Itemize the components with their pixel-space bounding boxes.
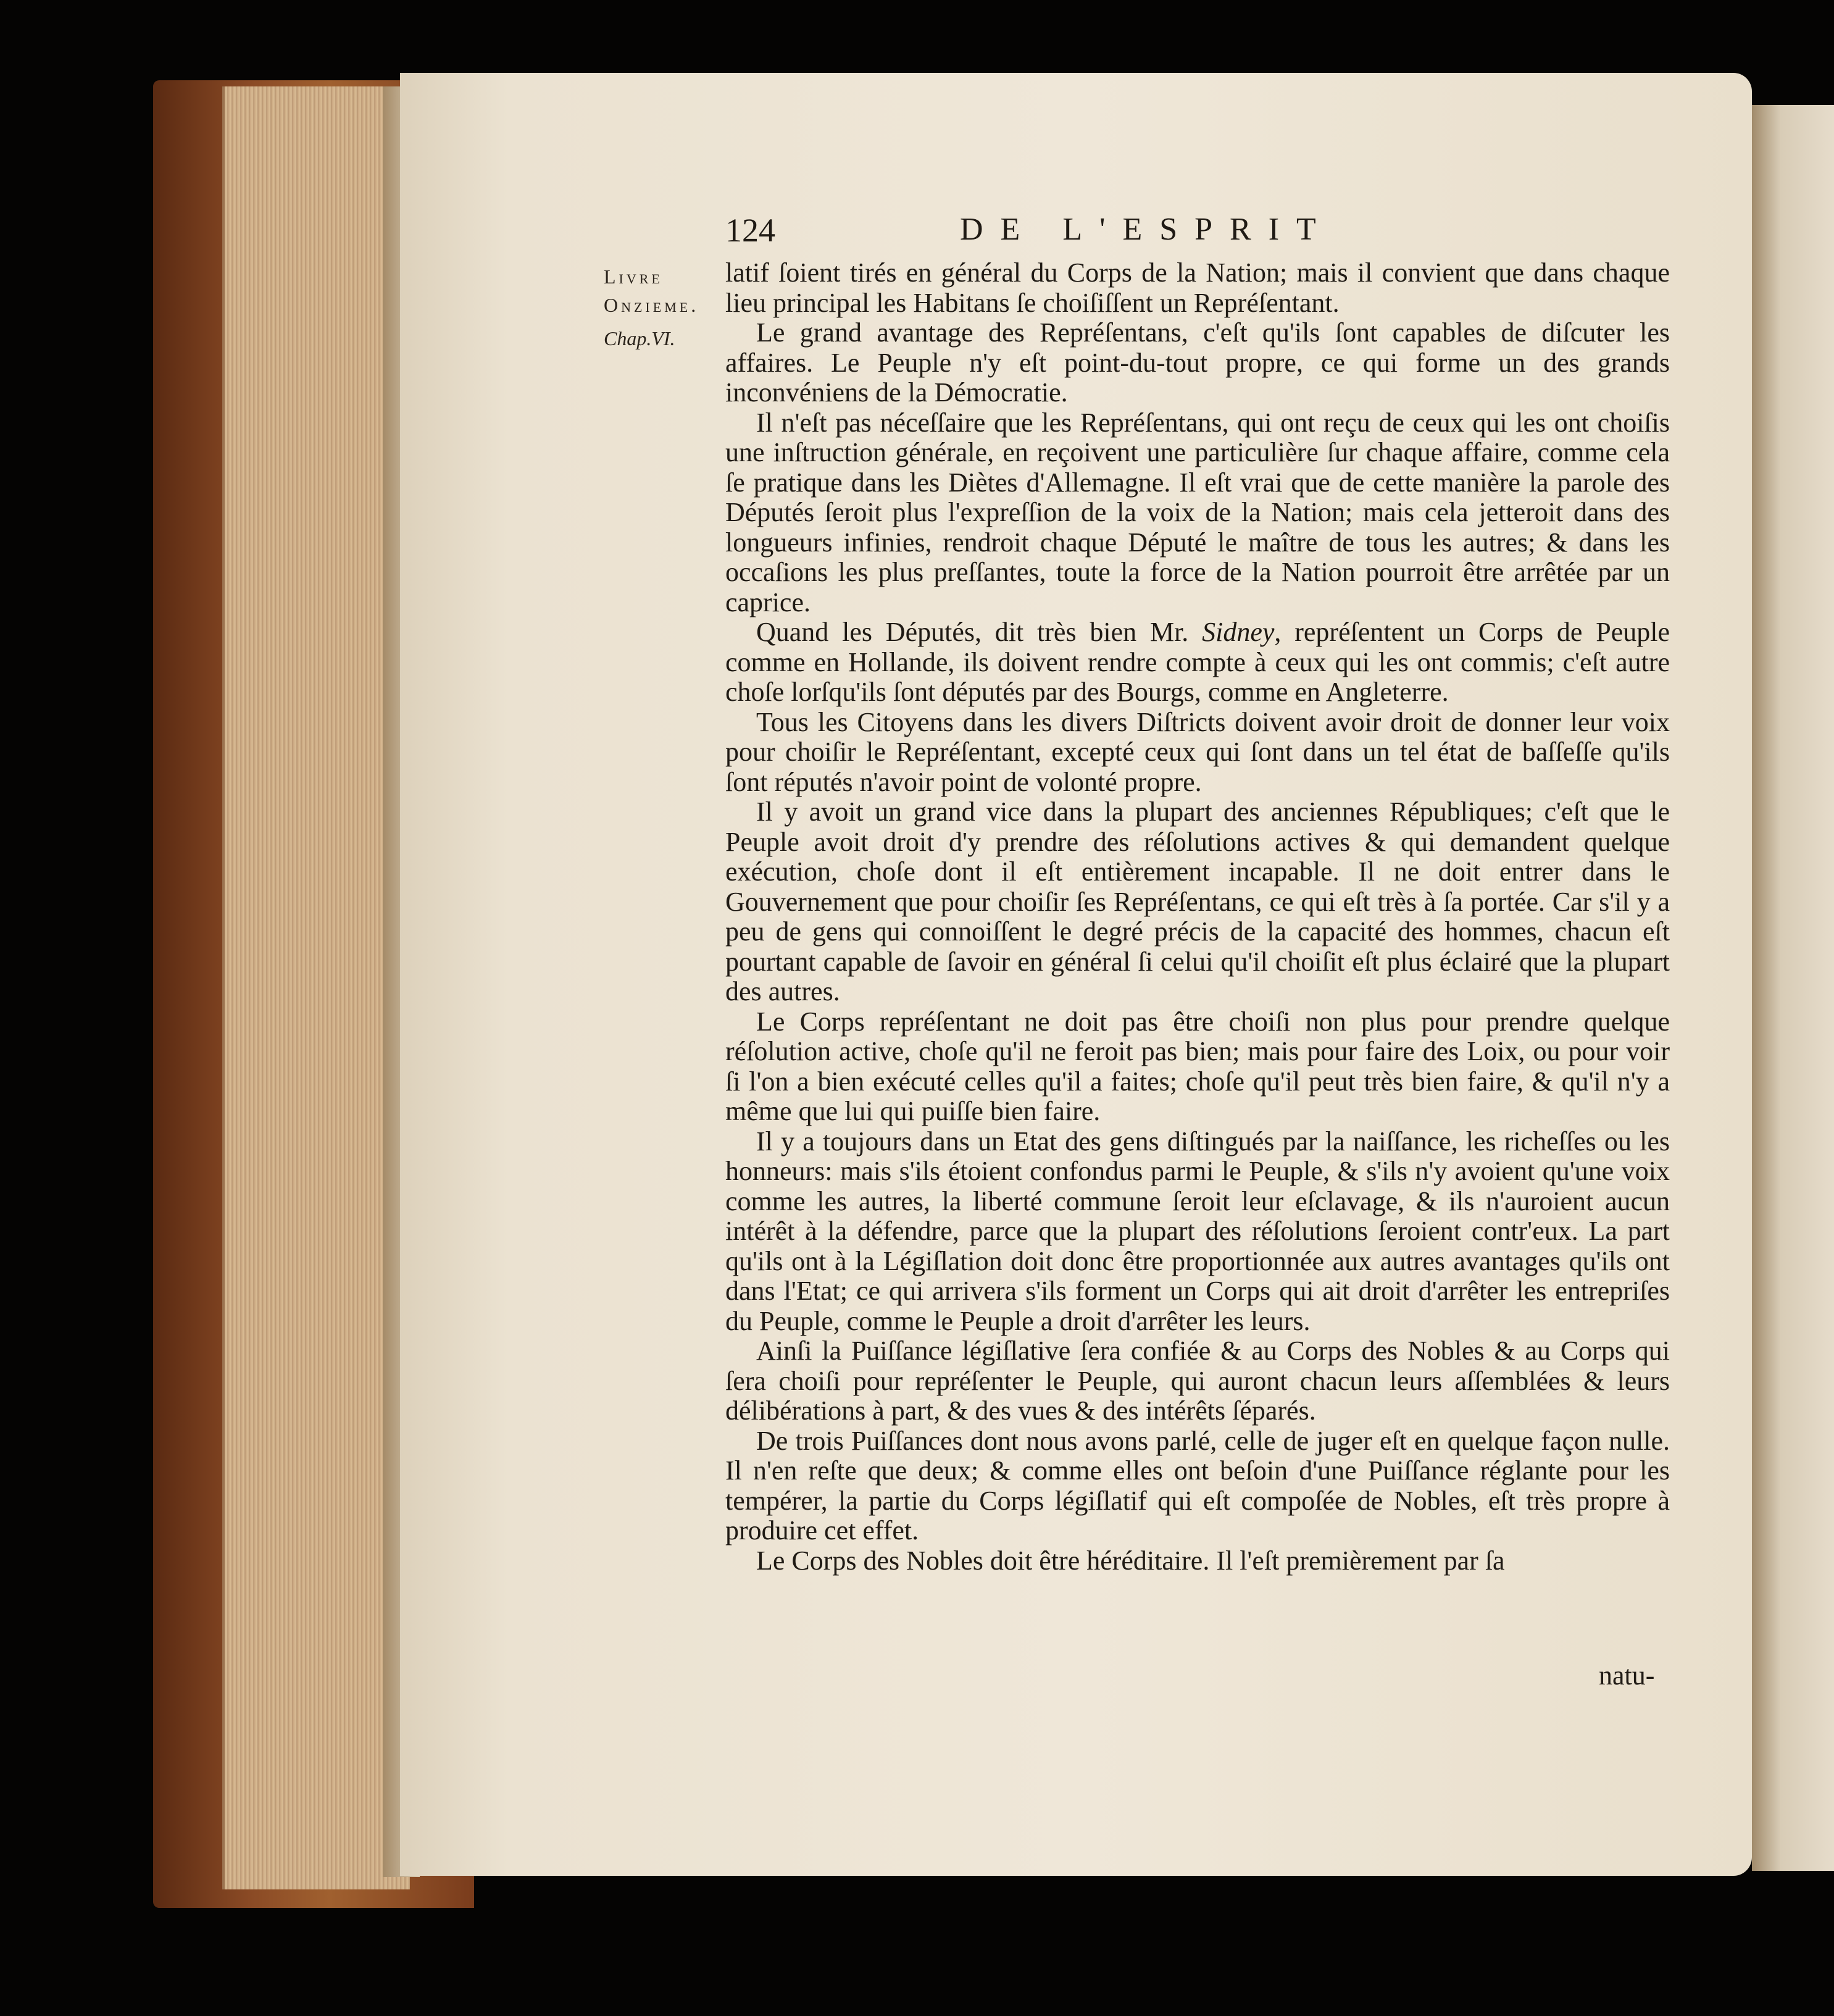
margin-note: [604, 262, 715, 353]
page-number: 124: [725, 212, 775, 249]
running-head: [725, 211, 1775, 261]
paragraph: Le Corps des Nobles doit être héréditaire. Il l'eſt premièrement par ſa: [756, 1545, 1505, 1576]
paragraph: Le grand avantage des Repréſentans, c'eſt qu'ils ſont capables de diſcuter les affaires. Le Peuple n'y eſt point-du-tout propre, ce qui forme un des grands inconvéniens de la Démocratie.: [725, 317, 1670, 408]
page-block-edges: [222, 86, 410, 1889]
paragraph: Il n'eſt pas néceſſaire que les Repréſentans, qui ont reçu de ceux qui les ont choiſis une inſtruction générale, en reçoivent une particulière ſur chaque affaire, comme cela ſe pratique dans les Diètes d'Allemagne. Il eſt vrai que de cette manière la parole des Députés ſeroit plus l'expreſſion de la voix de la Nation; mais cela jetteroit dans des longueurs infinies, rendroit chaque Député le maître de tous les autres; & dans les occaſions les plus preſſantes, toute la force de la Nation pourroit être arrêtée par un caprice.: [725, 407, 1670, 617]
paragraph: Il y avoit un grand vice dans la plupart des anciennes Républiques; c'eſt que le Peuple avoit droit d'y prendre des réſolutions actives & qui demandent quelque exécution, choſe dont il eſt entièrement incapable. Il ne doit entrer dans le Gouvernement que pour choiſir ſes Repréſentans, ce qui eſt très à ſa portée. Car s'il y a peu de gens qui connoiſſent le degré précis de la capacité des hommes, chacun eſt pourtant capable de ſavoir en général ſi celui qu'il choiſit eſt plus éclairé que la plupart des autres.: [725, 797, 1670, 1006]
margin-note-book-number: Onzieme.: [604, 294, 699, 316]
paragraph-text: , repréſentent un Corps de Peuple comme en Hollande, ils doivent rendre compte à ceux qui les ont commis; c'eſt autre choſe lorſqu'ils ſont députés par des Bourgs, comme en Angleterre.: [725, 617, 1670, 707]
paragraph: Le Corps repréſentant ne doit pas être choiſi non plus pour prendre quelque réſolution active, choſe qu'il ne feroit pas bien; mais pour faire des Loix, ou pour voir ſi l'on a bien exécuté celles qu'il a faites; choſe qu'il peut très bien faire, & qu'il n'y a même que lui qui puiſſe bien faire.: [725, 1006, 1670, 1126]
running-title: DE L'ESPRIT: [960, 212, 1333, 247]
paragraph: Il y a toujours dans un Etat des gens diſtingués par la naiſſance, les richeſſes ou les honneurs: mais s'ils étoient confondus parmi le Peuple, & s'ils n'y avoient qu'une voix comme les autres, la liberté commune ſeroit leur eſclavage, & ils n'auroient aucun intérêt à la défendre, parce que la plupart des réſolutions ſeroient contr'eux. La part qu'ils ont à la Légiſlation doit donc être proportionnée aux autres avantages qu'ils ont dans l'Etat; ce qui arrivera s'ils forment un Corps qui ait droit d'arrêter les entrepriſes du Peuple, comme le Peuple a droit d'arrêter les leurs.: [725, 1126, 1670, 1336]
margin-note-chapter: Chap.VI.: [604, 327, 675, 349]
margin-note-book: Livre: [604, 266, 663, 288]
facing-page-edge: [1752, 105, 1834, 1871]
cited-author: Sidney: [1202, 617, 1275, 647]
paragraph: Ainſi la Puiſſance légiſlative ſera confiée & au Corps des Nobles & au Corps qui ſera choiſi pour repréſenter le Peuple, qui auront chacun leurs aſſemblées & leurs délibérations à part, & des vues & des intérêts ſéparés.: [725, 1336, 1670, 1426]
paragraph-text: Quand les Députés, dit très bien Mr.: [756, 617, 1203, 647]
paragraph: Tous les Citoyens dans les divers Diſtricts doivent avoir droit de donner leur voix pour choiſir le Repréſentant, excepté ceux qui ſont dans un tel état de baſſeſſe qu'ils ſont réputés n'avoir point de volonté propre.: [725, 706, 1670, 797]
catchword: natu-: [1599, 1660, 1655, 1691]
paragraph: De trois Puiſſances dont nous avons parlé, celle de juger eſt en quelque façon nulle. Il n'en reſte que deux; & comme elles ont beſoin d'une Puiſſance réglante pour les tempérer, la partie du Corps légiſlatif qui eſt compoſée de Nobles, eſt très propre à produire cet effet.: [725, 1425, 1670, 1545]
body-text: [725, 258, 1670, 1576]
paragraph: [725, 617, 1670, 708]
paragraph: latif ſoient tirés en général du Corps de la Nation; mais il convient que dans chaque lieu principal les Habitans ſe choiſiſſent un Repréſentant.: [725, 257, 1670, 318]
